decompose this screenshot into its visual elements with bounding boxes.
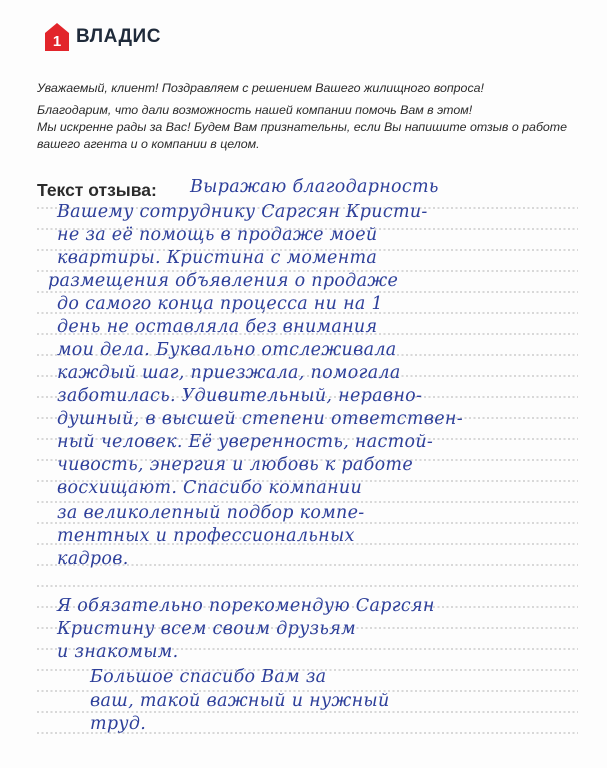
handwritten-line: не за её помощь в продаже моей (57, 225, 378, 245)
handwritten-line: чивость, энергия и любовь к работе (57, 455, 413, 475)
handwritten-line: Я обязательно порекомендую Саргсян (57, 596, 435, 616)
thanks-line-3: вашего агента и о компании в целом. (37, 137, 260, 151)
handwritten-line: ваш, такой важный и нужный (90, 691, 390, 711)
handwritten-line: Вашему сотруднику Саргсян Кристи- (57, 202, 428, 222)
handwritten-line: труд. (90, 714, 147, 734)
handwritten-line: Кристину всем своим друзьям (57, 619, 356, 639)
handwritten-line: квартиры. Кристина с момента (57, 248, 378, 268)
handwritten-line: кадров. (57, 549, 129, 569)
handwritten-line: Выражаю благодарность (190, 177, 439, 197)
handwritten-line: и знакомым. (57, 642, 179, 662)
handwritten-line: за великолепный подбор компе- (57, 503, 365, 523)
review-heading: Текст отзыва: (37, 180, 157, 200)
thanks-line-2: Мы искренне рады за Вас! Будем Вам признательны, если Вы напишите отзыв о работе (37, 120, 568, 134)
handwritten-line: восхищают. Спасибо компании (57, 478, 363, 498)
handwritten-line: до самого конца процесса ни на 1 (57, 294, 383, 314)
handwritten-line: душный, в высшей степени ответствен- (57, 409, 463, 429)
handwritten-line: день не оставляла без внимания (57, 317, 378, 337)
handwritten-line: каждый шаг, приезжала, помогала (57, 363, 401, 383)
thanks-line-1: Благодарим, что дали возможность нашей компании помочь Вам в этом! (37, 103, 473, 117)
handwritten-line: тентных и профессиональных (57, 526, 355, 546)
handwritten-line: Большое спасибо Вам за (90, 667, 327, 687)
brand-name: ВЛАДИС (76, 26, 161, 47)
greeting-line: Уважаемый, клиент! Поздравляем с решением Вашего жилищного вопроса! (37, 81, 484, 95)
handwritten-line: заботилась. Удивительный, неравно- (57, 386, 423, 406)
handwritten-line: мои дела. Буквально отслеживала (57, 340, 397, 360)
handwritten-line: ный человек. Её уверенность, настой- (57, 432, 434, 452)
handwritten-line: размещения объявления о продаже (48, 271, 399, 291)
logo-digit: 1 (52, 33, 62, 50)
